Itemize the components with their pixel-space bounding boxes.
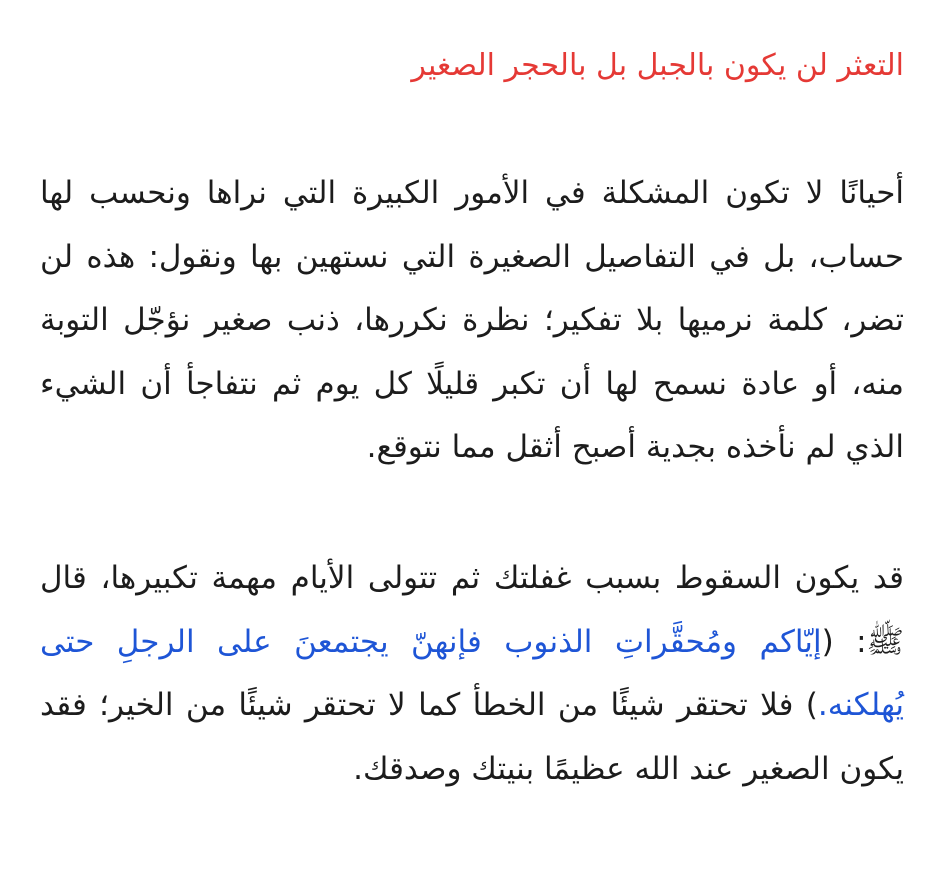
article-title: التعثر لن يكون بالجبل بل بالحجر الصغير bbox=[411, 48, 904, 83]
paragraph-2-intro: قد يكون السقوط بسبب غفلتك ثم تتولى الأيام مهمة تكبيرها، قال ﷺ: ( bbox=[40, 560, 904, 660]
hadith-quote: إيّاكم ومُحقَّراتِ الذنوب فإنهنّ يجتمعنَ على الرجلِ حتى يُهلكنه. bbox=[40, 623, 904, 723]
paragraph-1: أحيانًا لا تكون المشكلة في الأمور الكبيرة التي نراها ونحسب لها حساب، بل في التفاصيل الصغيرة التي نستهين بها ونقول: هذه لن تضر، كلمة نرميها بلا تفكير؛ نظرة نكررها، ذنب صغير نؤجّل التوبة منه، أو عادة نسمح لها أن تكبر قليلًا كل يوم ثم نتفاجأ أن الشيء الذي لم نأخذه بجدية أصبح أثقل مما نتوقع. bbox=[40, 175, 904, 465]
paragraph-2 bbox=[40, 547, 904, 801]
paragraph-2-rest: ) فلا تحتقر شيئًا من الخطأ كما لا تحتقر شيئًا من الخير؛ فقد يكون الصغير عند الله عظيمًا بنيتك وصدقك. bbox=[40, 687, 904, 787]
